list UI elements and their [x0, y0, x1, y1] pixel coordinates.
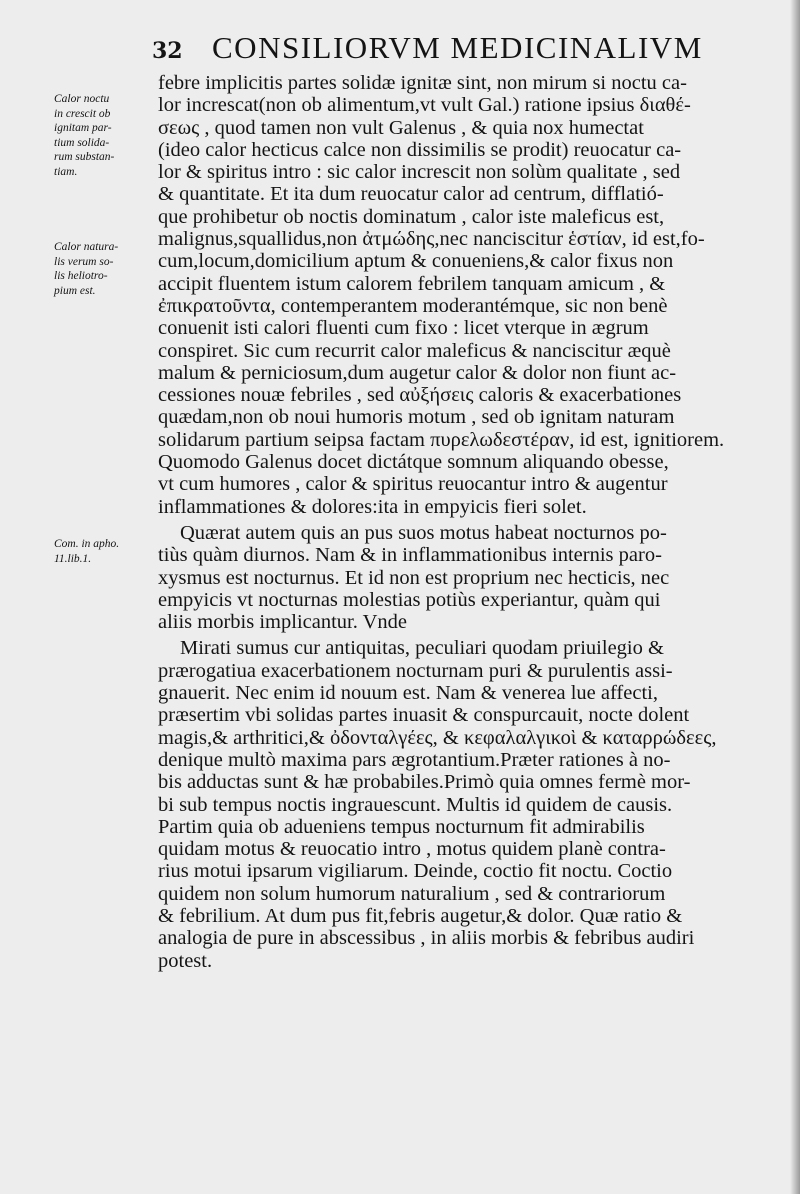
text-line: Partim quia ob adueniens tempus nocturnum fit admirabilis [158, 815, 645, 838]
text-line: potest. [158, 949, 213, 972]
text-line: quidem non solum humorum naturalium , sed & contrariorum [158, 882, 666, 905]
text-line: denique multò maxima pars ægrotantium.Præter rationes à no- [158, 748, 671, 771]
text-line: malignus,squallidus,non ἀτμώδης,nec nanciscitur ἑστίαν, id est,fo- [158, 228, 705, 251]
text-line: Mirati sumus cur antiquitas, peculiari quodam priuilegio & [180, 637, 664, 660]
text-line: (ideo calor hecticus calce non dissimilis se prodit) reuocatur ca- [158, 138, 682, 161]
running-head: CONSILIORVM MEDICINALIVM [212, 30, 703, 65]
text-line: lor & spiritus intro : sic calor increscit non solùm qualitate , sed [158, 161, 681, 184]
text-line: gnauerit. Nec enim id nouum est. Nam & venerea lue affecti, [158, 682, 658, 705]
text-line: quædam,non ob noui humoris motum , sed ob ignitam naturam [158, 406, 675, 429]
body-text [158, 72, 768, 972]
text-line: accipit fluentem istum calorem febrilem tanquam amicum , & [158, 272, 666, 295]
margin-note: Com. in apho. 11.lib.1. [54, 538, 120, 565]
text-line: tiùs quàm diurnos. Nam & in inflammationibus internis paro- [158, 544, 662, 567]
page-header [152, 30, 772, 70]
text-line: malum & perniciosum,dum augetur calor & dolor non fiunt ac- [158, 361, 677, 384]
text-line: Quærat autem quis an pus suos motus habeat nocturnos po- [180, 521, 667, 544]
text-line: σεως , quod tamen non vult Galenus , & quia nox humectat [158, 116, 644, 139]
text-line: prærogatiua exacerbationem nocturnam puri & purulentis assi- [158, 659, 673, 682]
text-line: solidarum partium seipsa factam πυρελωδεστέραν, id est, ignitiorem. [158, 428, 725, 451]
text-line: aliis morbis implicantur. Vnde [158, 611, 408, 634]
text-line: magis,& arthritici,& ὀδονταλγέες, & κεφαλαλγικοὶ & καταρρώδεες, [158, 726, 717, 749]
text-line: vt cum humores , calor & spiritus reuocantur intro & augentur [158, 473, 668, 496]
margin-note: Calor noctu in crescit ob ignitam par- tium solida- rum substan- tiam. [54, 93, 115, 178]
text-line: Quomodo Galenus docet dictátque somnum aliquando obesse, [158, 451, 669, 474]
text-line: empyicis vt nocturnas molestias potiùs experiantur, quàm qui [158, 588, 661, 611]
text-line: cum,locum,domicilium aptum & conueniens,& calor fixus non [158, 250, 674, 273]
text-line: & febrilium. At dum pus fit,febris augetur,& dolor. Quæ ratio & [158, 904, 683, 927]
text-line: inflammationes & dolores:ita in empyicis fieri solet. [158, 495, 587, 518]
page-edge-shadow [790, 0, 800, 1194]
text-line: xysmus est nocturnus. Et id non est proprium nec hecticis, nec [158, 566, 670, 589]
text-line: febre implicitis partes solidæ ignitæ sint, non mirum si noctu ca- [158, 72, 687, 94]
text-line: lor increscat(non ob alimentum,vt vult Gal.) ratione ipsius διαθέ- [158, 94, 691, 117]
text-line: rius motui ipsarum vigiliarum. Deinde, coctio fit noctu. Coctio [158, 860, 673, 883]
text-line: & quantitate. Et ita dum reuocatur calor ad centrum, difflatió- [158, 183, 664, 206]
text-line: que prohibetur ob noctis dominatum , calor iste maleficus est, [158, 205, 665, 228]
text-line: analogia de pure in abscessibus , in aliis morbis & febribus audiri [158, 927, 695, 950]
text-line: conuenit isti calori fluenti cum fixo : licet vterque in ægrum [158, 317, 649, 340]
text-line: bis adductas sunt & hæ probabiles.Primò quia omnes fermè mor- [158, 771, 691, 794]
text-line: conspiret. Sic cum recurrit calor maleficus & nanciscitur æquè [158, 339, 671, 362]
text-line: cessiones nouæ febriles , sed αὐξήσεις caloris & exacerbationes [158, 384, 682, 407]
page-number: 32 [152, 38, 183, 64]
text-line: ἐπικρατοῦντα, contemperantem moderantémque, sic non benè [158, 294, 668, 317]
text-line: præsertim vbi solidas partes inuasit & conspurcauit, nocte dolent [158, 704, 690, 727]
text-line: quidam motus & reuocatio intro , motus quidem planè contra- [158, 838, 666, 861]
text-line: bi sub tempus noctis ingrauescunt. Multis id quidem de causis. [158, 793, 673, 816]
margin-note: Calor natura- lis verum so- lis heliotro- pium est. [54, 241, 119, 297]
